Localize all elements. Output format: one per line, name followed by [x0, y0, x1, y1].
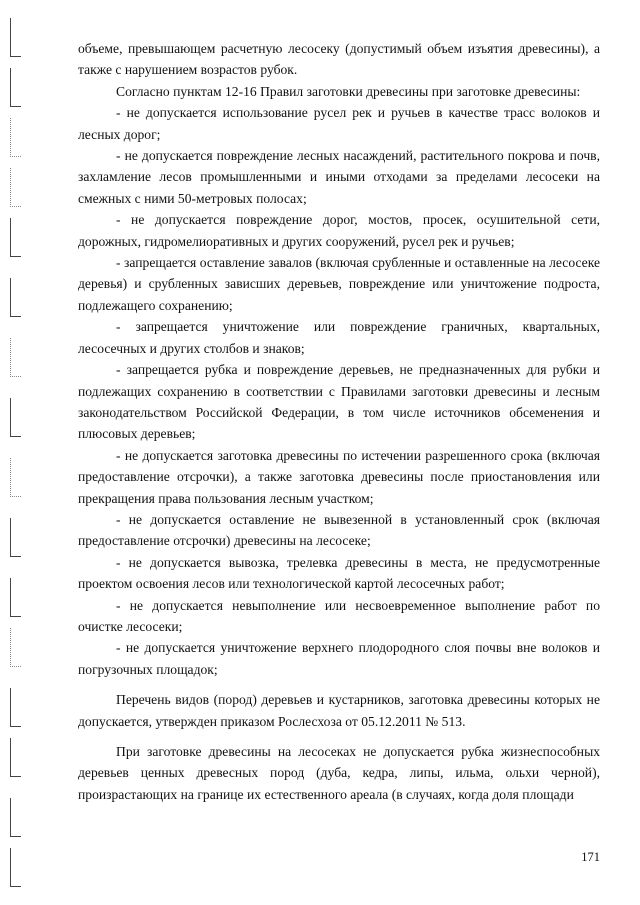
list-item: - не допускается оставление не вывезенной в установленный срок (включая предоставление отсрочки) древесины на лесосеке;: [78, 511, 600, 549]
paragraph: Перечень видов (пород) деревьев и кустарников, заготовка древесины которых не допускается, утвержден приказом Рослесхоза от 05.12.2011 № 513.: [78, 692, 600, 729]
binding-mark: [10, 798, 21, 837]
document-body: [78, 38, 600, 805]
binding-mark: [10, 458, 21, 497]
binding-marks: [0, 0, 40, 905]
list-item: - не допускается использование русел рек и ручьев в качестве трасс волоков и лесных дорог;: [78, 105, 600, 142]
binding-mark: [10, 518, 21, 557]
binding-mark: [10, 338, 21, 377]
binding-mark: [10, 68, 21, 107]
paragraph: Согласно пунктам 12-16 Правил заготовки древесины при заготовке древесины:: [116, 83, 581, 99]
binding-mark: [10, 18, 21, 57]
binding-mark: [10, 168, 21, 207]
list-item: - не допускается повреждение лесных насаждений, растительного покрова и почв, захламление лесов промышленными и иными отходами за пределами лесосеки на смежных с ними 50-метровых полосах;: [78, 148, 600, 206]
binding-mark: [10, 848, 21, 887]
list-item: - не допускается повреждение дорог, мостов, просек, осушительной сети, дорожных, гидромелиоративных и других сооружений, русел рек и ручьев;: [78, 212, 600, 249]
binding-mark: [10, 578, 21, 617]
list-item: - не допускается уничтожение верхнего плодородного слоя почвы вне волоков и погрузочных площадок;: [78, 640, 600, 677]
list-item: - запрещается рубка и повреждение деревьев, не предназначенных для рубки и подлежащих сохранению в соответствии с Правилами заготовки древесины и лесным законодательством Российской Федерации, в том числе источников обсеменения и плюсовых деревьев;: [78, 362, 600, 442]
list-item: - не допускается невыполнение или несвоевременное выполнение работ по очистке лесосеки;: [78, 597, 600, 634]
list-item: - запрещается оставление завалов (включая срубленные и оставленные на лесосеке деревья) и срубленных зависших деревьев, повреждение или уничтожение подроста, подлежащего сохранению;: [78, 255, 600, 313]
list-item: - запрещается уничтожение или повреждение граничных, квартальных, лесосечных и других столбов и знаков;: [78, 319, 600, 356]
binding-mark: [10, 218, 21, 257]
binding-mark: [10, 628, 21, 667]
binding-mark: [10, 278, 21, 317]
binding-mark: [10, 118, 21, 157]
page-number: 171: [581, 850, 600, 864]
paragraph: объеме, превышающем расчетную лесосеку (допустимый объем изъятия древесины), а также с нарушением возрастов рубок.: [78, 41, 600, 78]
list-item: - не допускается вывозка, трелевка древесины в места, не предусмотренные проектом освоения лесов или технологической картой лесосечных работ;: [78, 554, 600, 592]
list-item: - не допускается заготовка древесины по истечении разрешенного срока (включая предоставление отсрочки), а также заготовка древесины после приостановления или прекращения права пользования лесным участком;: [78, 447, 600, 506]
paragraph: При заготовке древесины на лесосеках не допускается рубка жизнеспособных деревьев ценных древесных пород (дуба, кедра, липы, ильма, ольхи черной), произрастающих на границе их естественного ареала (в случаях, когда доля площади: [78, 744, 600, 802]
binding-mark: [10, 398, 21, 437]
binding-mark: [10, 738, 21, 777]
binding-mark: [10, 688, 21, 727]
